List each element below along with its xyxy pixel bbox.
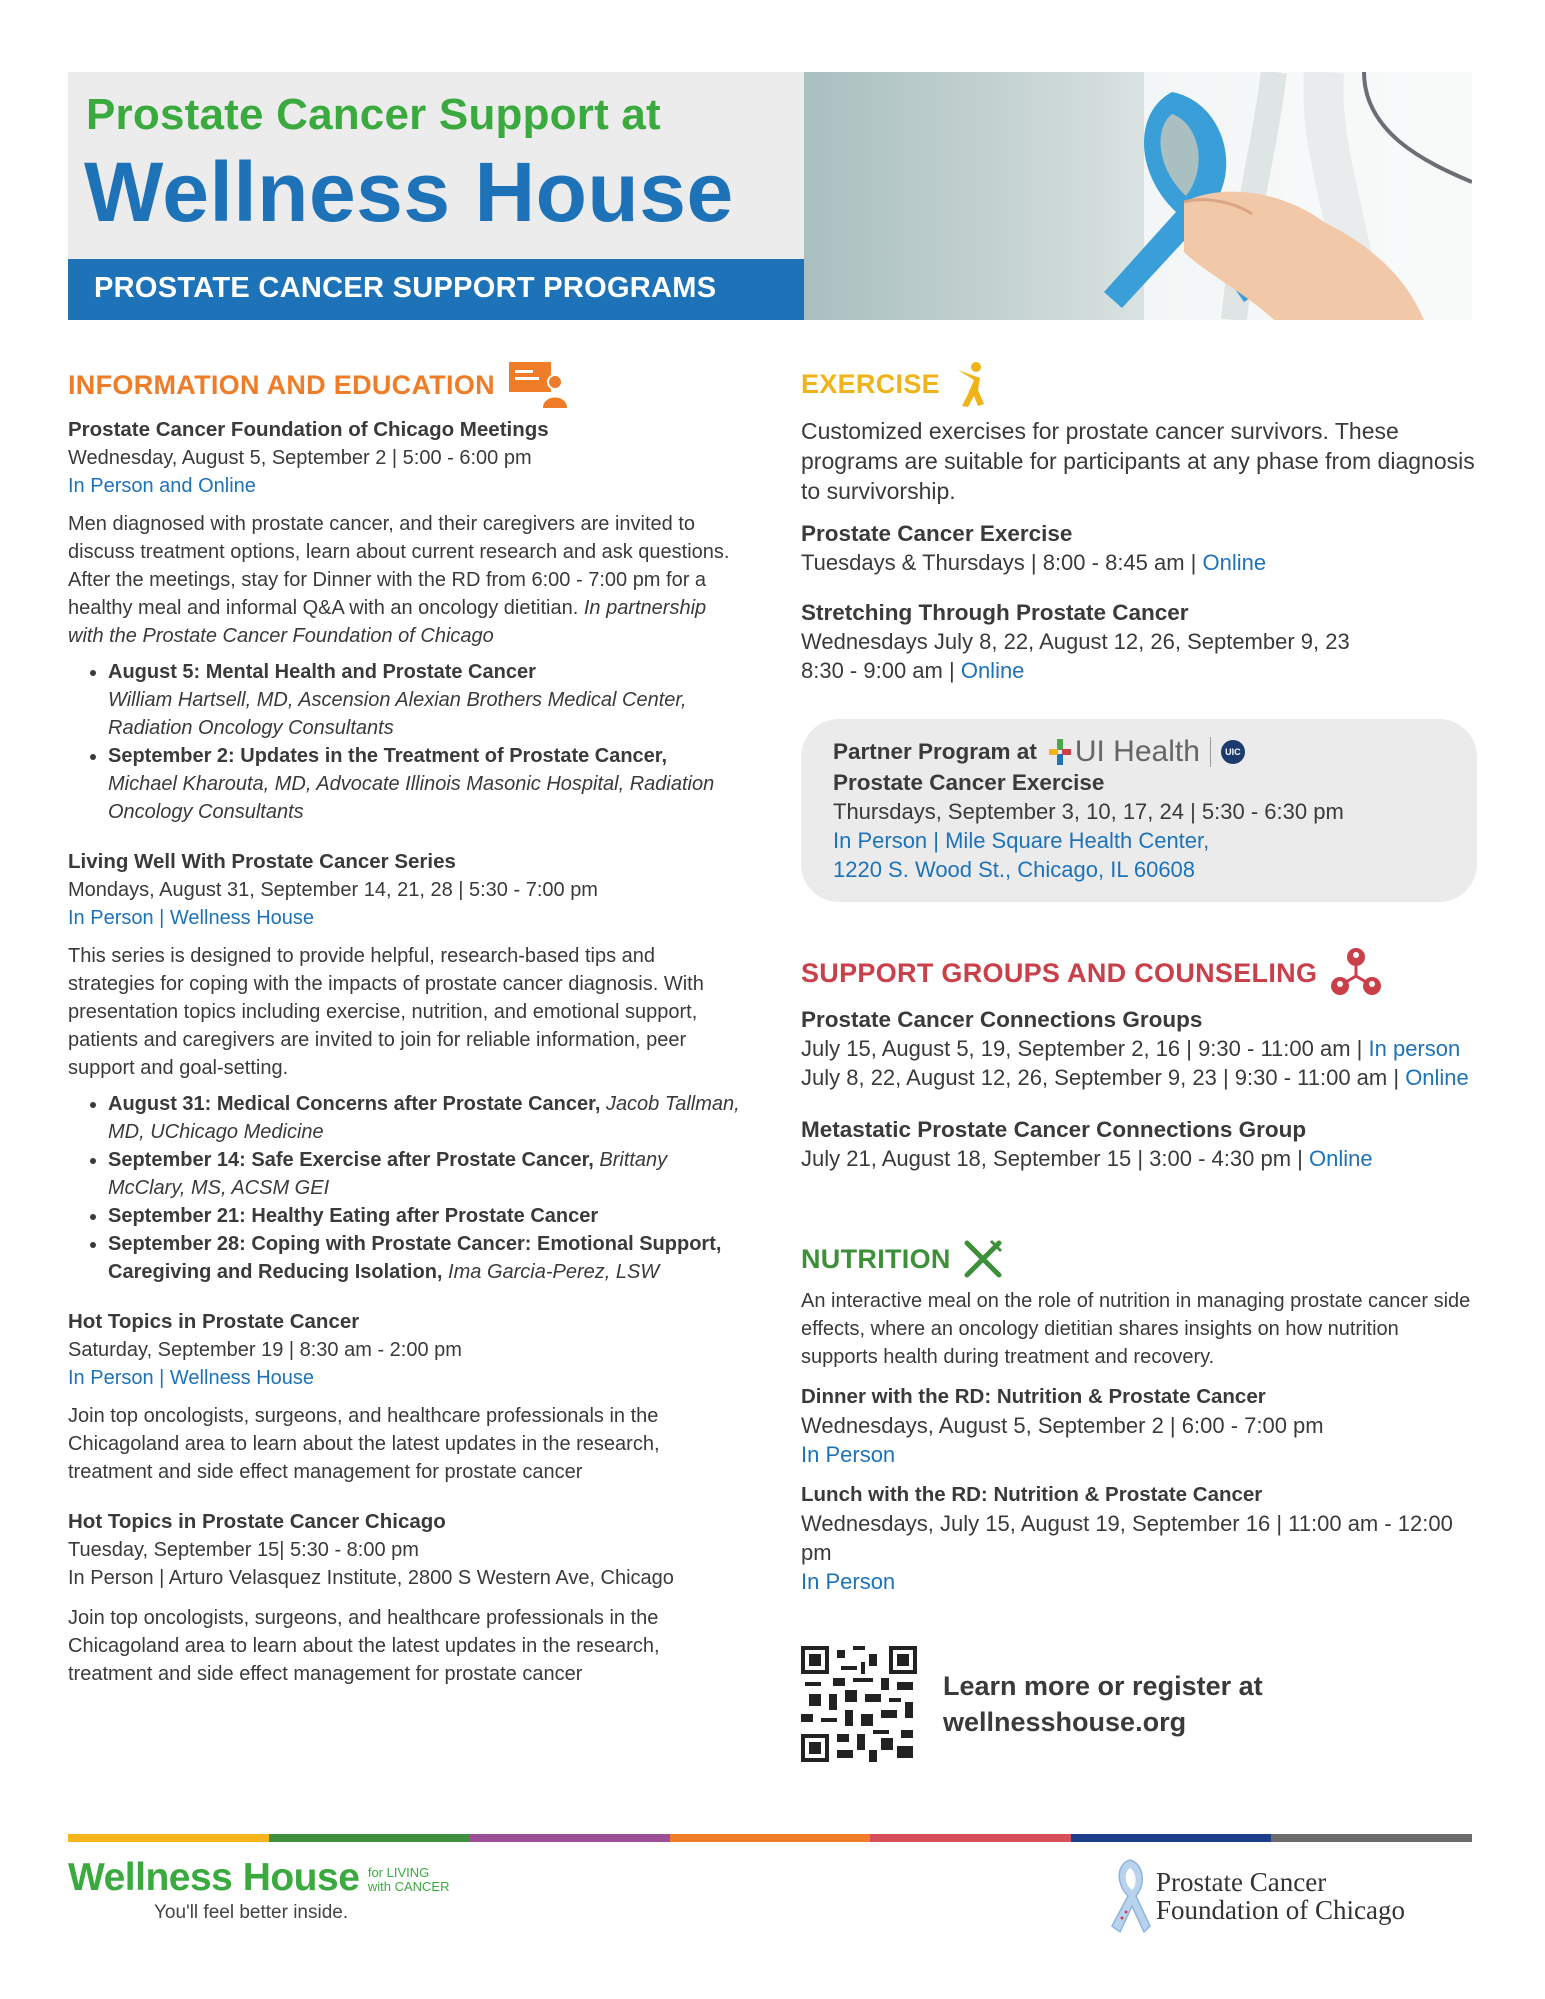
program-location: Online bbox=[1308, 1146, 1373, 1171]
session-speaker: Ima Garcia-Perez, LSW bbox=[448, 1261, 660, 1283]
program-location: In Person bbox=[801, 1569, 896, 1594]
program-dates: Wednesday, August 5, September 2 | 5:00 - 6:00 pm bbox=[68, 447, 532, 469]
session-speaker: Michael Kharouta, MD, Advocate Illinois Masonic Hospital, Radiation Oncology Consultants bbox=[108, 773, 715, 823]
program-location: Online bbox=[1202, 550, 1267, 575]
program-dates: Mondays, August 31, September 14, 21, 28 | 5:30 - 7:00 pm bbox=[68, 879, 598, 901]
pcf-name-line: Prostate Cancer bbox=[1156, 1867, 1327, 1897]
register-line: Learn more or register at bbox=[943, 1671, 1263, 1701]
program-time: 8:30 - 9:00 am | bbox=[801, 658, 955, 683]
pcf-name-line: Foundation of Chicago bbox=[1156, 1895, 1405, 1925]
logo-tagline: You'll feel better inside. bbox=[154, 1902, 349, 1923]
list-item bbox=[108, 658, 740, 742]
program-location: In Person | Wellness House bbox=[68, 907, 315, 929]
program-dates: Tuesday, September 15| 5:30 - 8:00 pm bbox=[68, 1539, 419, 1561]
list-item bbox=[108, 1230, 740, 1286]
program-schedule bbox=[801, 1034, 1481, 1063]
session-speaker: Brittany McClary, MS, ACSM GEI bbox=[108, 1149, 668, 1199]
stripe-segment bbox=[870, 1834, 1071, 1842]
program-title: Prostate Cancer Connections Groups bbox=[801, 1007, 1203, 1032]
logo-subtitle-line: with CANCER bbox=[367, 1879, 450, 1894]
program-dates: Saturday, September 19 | 8:30 am - 2:00 pm bbox=[68, 1339, 462, 1361]
program-dates: July 8, 22, August 12, 26, September 9, 23 | 9:30 - 11:00 am | bbox=[801, 1065, 1400, 1090]
session-speaker: William Hartsell, MD, Ascension Alexian Brothers Medical Center, Radiation Oncology Consultants bbox=[108, 689, 687, 739]
ui-health-logo bbox=[1049, 735, 1245, 769]
nutrition-intro: An interactive meal on the role of nutrition in managing prostate cancer side effects, where an oncology dietitian shares insights on how nutrition supports health during treatment and recovery. bbox=[801, 1290, 1471, 1368]
ui-health-text: UI Health bbox=[1074, 735, 1200, 768]
program-title: Lunch with the RD: Nutrition & Prostate Cancer bbox=[801, 1483, 1263, 1506]
stretch-person-icon bbox=[952, 360, 988, 408]
session-title: August 5: Mental Health and Prostate Cancer bbox=[108, 661, 536, 683]
list-item bbox=[108, 1146, 740, 1202]
stripe-segment bbox=[1271, 1834, 1472, 1842]
uic-badge: UIC bbox=[1221, 740, 1245, 764]
register-callout bbox=[801, 1646, 1481, 1762]
program-title: Stretching Through Prostate Cancer bbox=[801, 600, 1189, 625]
program-schedule bbox=[801, 656, 1481, 685]
program-location: In Person | Wellness House bbox=[68, 1367, 315, 1389]
list-item bbox=[108, 1202, 740, 1230]
session-title: September 28: Coping with Prostate Cancer: Emotional Support, Caregiving and Reducing Isolation, bbox=[108, 1233, 722, 1283]
stripe-segment bbox=[68, 1834, 269, 1842]
header-title: Wellness House bbox=[84, 145, 734, 239]
partnership-note: In partnership with the Prostate Cancer Foundation of Chicago bbox=[68, 597, 707, 647]
register-url[interactable]: wellnesshouse.org bbox=[943, 1707, 1187, 1737]
awareness-ribbon-icon bbox=[1108, 1856, 1152, 1936]
support-heading-text: SUPPORT GROUPS AND COUNSELING bbox=[801, 957, 1318, 988]
session-title: August 31: Medical Concerns after Prostate Cancer, bbox=[108, 1093, 601, 1115]
program-address: 1220 S. Wood St., Chicago, IL 60608 bbox=[833, 857, 1196, 882]
exercise-section-heading bbox=[801, 360, 1481, 408]
program-title: Prostate Cancer Foundation of Chicago Meetings bbox=[68, 418, 549, 441]
program-dates: Wednesdays, August 5, September 2 | 6:00 - 7:00 pm bbox=[801, 1413, 1324, 1438]
program-title: Dinner with the RD: Nutrition & Prostate Cancer bbox=[801, 1385, 1266, 1408]
stripe-segment bbox=[670, 1834, 871, 1842]
stripe-segment bbox=[469, 1834, 670, 1842]
program-dates: Wednesdays July 8, 22, August 12, 26, September 9, 23 bbox=[801, 629, 1350, 654]
pcf-name bbox=[1156, 1868, 1405, 1924]
header-supertitle: Prostate Cancer Support at bbox=[86, 90, 661, 139]
hero-ribbon-photo bbox=[804, 72, 1472, 320]
session-title: September 21: Healthy Eating after Prostate Cancer bbox=[108, 1205, 599, 1227]
program-location: In Person bbox=[801, 1442, 896, 1467]
program-dates: July 15, August 5, 19, September 2, 16 | 9:30 - 11:00 am | bbox=[801, 1036, 1363, 1061]
header-band-label: PROSTATE CANCER SUPPORT PROGRAMS bbox=[94, 272, 717, 304]
fork-knife-icon bbox=[963, 1239, 1003, 1279]
session-list bbox=[68, 1090, 740, 1286]
program-dates: Wednesdays, July 15, August 19, September 16 | 11:00 am - 12:00 pm bbox=[801, 1511, 1453, 1565]
info-section-heading bbox=[68, 360, 740, 410]
right-column bbox=[801, 360, 1481, 1762]
session-speaker: Jacob Tallman, MD, UChicago Medicine bbox=[108, 1093, 740, 1143]
program-description: Join top oncologists, surgeons, and healthcare professionals in the Chicagoland area to learn about the latest updates in the research, treatment and side effect management for prostate cancer bbox=[68, 1607, 660, 1685]
register-text bbox=[943, 1668, 1263, 1740]
session-list bbox=[68, 658, 740, 826]
program-title: Hot Topics in Prostate Cancer bbox=[68, 1310, 360, 1333]
partner-label: Partner Program at bbox=[833, 739, 1037, 764]
logo-subtitle bbox=[368, 1866, 450, 1894]
program-title: Prostate Cancer Exercise bbox=[801, 521, 1073, 546]
wellness-house-logo bbox=[68, 1856, 449, 1924]
partner-heading bbox=[833, 735, 1447, 769]
logo-subtitle-line: for LIVING bbox=[367, 1865, 430, 1880]
nutrition-heading-text: NUTRITION bbox=[801, 1243, 951, 1274]
program-location: Online bbox=[1405, 1065, 1469, 1090]
program-location: In Person and Online bbox=[68, 475, 256, 497]
program-title: Hot Topics in Prostate Cancer Chicago bbox=[68, 1510, 446, 1533]
program-dates: Tuesdays & Thursdays | 8:00 - 8:45 am | bbox=[801, 550, 1197, 575]
session-title: September 2: Updates in the Treatment of Prostate Cancer, bbox=[108, 745, 668, 767]
program-location: In Person | Mile Square Health Center, bbox=[833, 828, 1210, 853]
program-location: Online bbox=[960, 658, 1025, 683]
awareness-ribbon-icon bbox=[804, 72, 1472, 320]
list-item bbox=[108, 742, 740, 826]
program-description: Join top oncologists, surgeons, and healthcare professionals in the Chicagoland area to learn about the latest updates in the research, treatment and side effect management for prostate cancer bbox=[68, 1405, 660, 1483]
exercise-heading-text: EXERCISE bbox=[801, 368, 940, 399]
group-network-icon bbox=[1329, 946, 1383, 1000]
program-description: This series is designed to provide helpful, research-based tips and strategies for coping with the impacts of prostate cancer diagnosis. With presentation topics including exercise, nutrition, and emotional support, patients and caregivers are invited to join for reliable information, peer support and goal-setting. bbox=[68, 945, 704, 1079]
program-schedule bbox=[801, 1144, 1481, 1173]
pcf-chicago-logo bbox=[1108, 1856, 1405, 1936]
presentation-icon bbox=[507, 360, 569, 410]
medical-cross-icon bbox=[1049, 739, 1071, 765]
support-section-heading bbox=[801, 946, 1481, 1000]
program-title: Prostate Cancer Exercise bbox=[833, 770, 1105, 795]
stripe-segment bbox=[269, 1834, 470, 1842]
logo-name: Wellness House bbox=[68, 1856, 360, 1899]
program-dates: July 21, August 18, September 15 | 3:00 - 4:30 pm | bbox=[801, 1146, 1303, 1171]
qr-code-icon[interactable] bbox=[801, 1646, 917, 1762]
program-location: In Person | Arturo Velasquez Institute, 2800 S Western Ave, Chicago bbox=[68, 1567, 674, 1589]
nutrition-section-heading bbox=[801, 1239, 1481, 1279]
program-title: Metastatic Prostate Cancer Connections Group bbox=[801, 1117, 1307, 1142]
list-item bbox=[108, 1090, 740, 1146]
exercise-intro: Customized exercises for prostate cancer survivors. These programs are suitable for participants at any phase from diagnosis to survivorship. bbox=[801, 418, 1475, 504]
program-location: In person bbox=[1368, 1036, 1461, 1061]
header-band bbox=[68, 259, 804, 320]
session-title: September 14: Safe Exercise after Prostate Cancer, bbox=[108, 1149, 594, 1171]
program-schedule bbox=[801, 1063, 1481, 1092]
left-column bbox=[68, 360, 740, 1688]
program-description bbox=[68, 510, 740, 650]
partner-program-card bbox=[801, 719, 1477, 902]
stripe-segment bbox=[1071, 1834, 1272, 1842]
footer-color-stripe bbox=[68, 1834, 1472, 1842]
program-dates: Thursdays, September 3, 10, 17, 24 | 5:30 - 6:30 pm bbox=[833, 799, 1344, 824]
description-text: Men diagnosed with prostate cancer, and their caregivers are invited to discuss treatment options, learn about current research and ask questions. After the meetings, stay for Dinner with the RD from 6:00 - 7:00 pm for a healthy meal and informal Q&A with an oncology dietitian. bbox=[68, 513, 730, 619]
info-heading-text: INFORMATION AND EDUCATION bbox=[68, 369, 495, 400]
program-schedule bbox=[801, 548, 1481, 577]
program-title: Living Well With Prostate Cancer Series bbox=[68, 850, 456, 873]
logo-divider bbox=[1210, 737, 1211, 767]
